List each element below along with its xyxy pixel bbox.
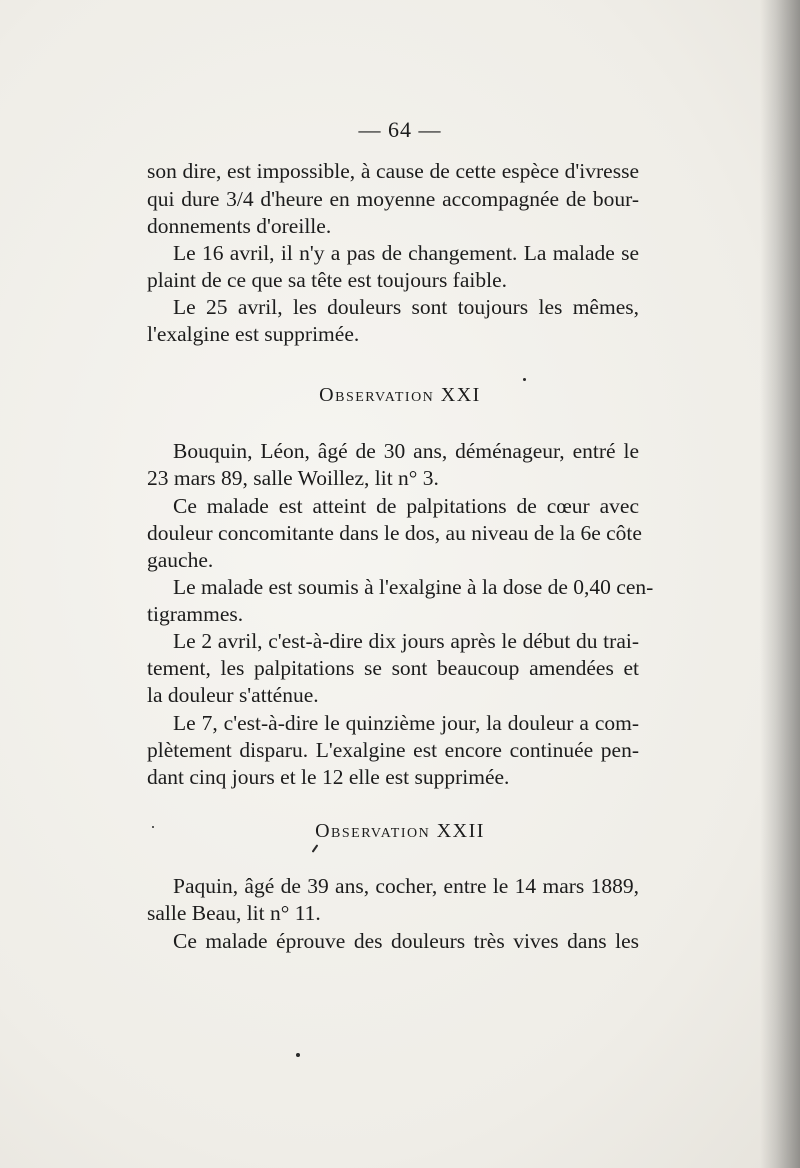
paper-speck (152, 826, 154, 828)
page-number: — 64 — (358, 117, 442, 142)
text-line: douleur concomitante dans le dos, au niveau de la 6e côte (147, 521, 642, 545)
text-line: Le malade est soumis à l'exalgine à la dose de 0,40 cen- (173, 575, 654, 599)
text-line: tigrammes. (147, 602, 244, 626)
text-line: Le 25 avril, les douleurs sont toujours les mêmes, (173, 295, 639, 319)
text-line: qui dure 3/4 d'heure en moyenne accompagnée de bour- (147, 187, 639, 211)
section-heading-observation-xxi: Observation XXI (319, 384, 481, 406)
text-line: Paquin, âgé de 39 ans, cocher, entre le 14 mars 1889, (173, 874, 639, 898)
text-line: Le 2 avril, c'est-à-dire dix jours après le début du trai- (173, 629, 639, 653)
text-line: Bouquin, Léon, âgé de 30 ans, déménageur, entré le (173, 439, 639, 463)
text-line: Le 16 avril, il n'y a pas de changement. La malade se (173, 241, 639, 265)
text-line: 23 mars 89, salle Woillez, lit n° 3. (147, 466, 439, 490)
text-line: tement, les palpitations se sont beaucoup amendées et (147, 656, 639, 680)
text-line: dant cinq jours et le 12 elle est supprimée. (147, 765, 510, 789)
section-heading-observation-xxii: Observation XXII (315, 820, 485, 842)
text-line: Ce malade éprouve des douleurs très vives dans les (173, 929, 639, 953)
text-line: gauche. (147, 548, 214, 572)
paper-speck (312, 844, 319, 853)
text-line: Ce malade est atteint de palpitations de cœur avec (173, 494, 639, 518)
paper-speck (523, 378, 526, 381)
text-line: Le 7, c'est-à-dire le quinzième jour, la douleur a com- (173, 711, 639, 735)
text-line: plètement disparu. L'exalgine est encore continuée pen- (147, 738, 639, 762)
text-line: donnements d'oreille. (147, 214, 332, 238)
text-line: son dire, est impossible, à cause de cette espèce d'ivresse (147, 159, 639, 183)
text-line: salle Beau, lit n° 11. (147, 901, 321, 925)
text-line: plaint de ce que sa tête est toujours faible. (147, 268, 507, 292)
paper-speck (296, 1053, 300, 1057)
text-line: l'exalgine est supprimée. (147, 322, 360, 346)
text-line: la douleur s'atténue. (147, 683, 319, 707)
